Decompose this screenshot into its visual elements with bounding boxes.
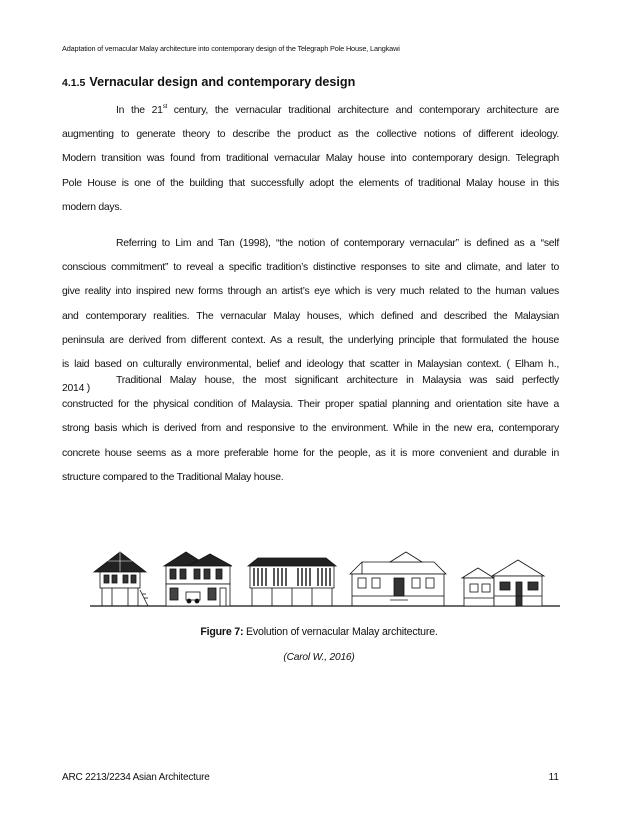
section-title: Vernacular design and contemporary design xyxy=(89,75,356,89)
paragraph-line: concrete house seems as a more preferable home for the people, as it is more convenient and durable in xyxy=(62,447,559,459)
paragraph-line: strong basis which is derived from and responsive to the environment. While in the new era, contemporary xyxy=(62,423,559,435)
running-header: Adaptation of vernacular Malay architecture into contemporary design of the Telegraph Pole House, Langkawi xyxy=(62,44,400,53)
house-5-contemporary-concrete xyxy=(462,560,544,606)
house-2-two-tier xyxy=(164,552,232,606)
paragraph-line: modern days. xyxy=(62,201,122,213)
paragraph-line: Pole House is one of the building that successfully adopt the elements of traditional Malay house in this xyxy=(62,177,559,189)
house-1-traditional-stilt xyxy=(94,552,148,606)
paragraph-3 xyxy=(62,369,559,490)
figure-label: Figure 7: xyxy=(200,626,244,638)
paragraph-line: In the 21st century, the vernacular traditional architecture and contemporary architecture are xyxy=(116,104,559,116)
paragraph-line: structure compared to the Traditional Malay house. xyxy=(62,471,284,483)
figure-credit: (Carol W., 2016) xyxy=(283,652,355,663)
house-evolution-drawing xyxy=(90,548,560,610)
footer-page-number: 11 xyxy=(548,772,559,783)
paragraph-line: and contemporary realities. The vernacular Malay houses, which defined and described the Malaysian xyxy=(62,310,559,322)
paragraph-line: peninsula are derived from different context. As a result, the underlying principle that formulated the house xyxy=(62,334,559,346)
house-4-raised-hybrid xyxy=(350,552,446,606)
house-evolution-figure xyxy=(90,548,560,610)
paragraph-line: constructed for the physical condition of Malaysia. Their proper spatial planning and orientation site have a xyxy=(62,399,559,411)
paragraph-line: augmenting to generate theory to describe the product as the collective notions of different ideology. xyxy=(62,129,559,141)
section-heading xyxy=(62,75,355,89)
figure-caption-text: Evolution of vernacular Malay architecture. xyxy=(243,626,438,638)
house-3-long-slatted xyxy=(248,558,336,606)
paragraph-line: Traditional Malay house, the most significant architecture in Malaysia was said perfectly xyxy=(116,375,559,386)
figure-caption xyxy=(0,626,638,638)
paragraph-line: give reality into inspired new forms through an artist’s eye which is very much related to the human values xyxy=(62,286,559,298)
paragraph-line: conscious commitment” to reveal a specific tradition’s distinctive responses to site and climate, and later to xyxy=(62,262,559,274)
paragraph-1 xyxy=(62,99,559,220)
paragraph-line: is laid based on culturally environmental, belief and ideology that scatter in Malaysian context. ( Elham h., xyxy=(62,359,559,371)
paragraph-line: 2014 ) xyxy=(62,383,90,395)
paragraph-line: Modern transition was found from traditional vernacular Malay house into contemporary design. Telegraph xyxy=(62,153,559,165)
footer-course: ARC 2213/2234 Asian Architecture xyxy=(62,772,210,783)
paragraph-line: Referring to Lim and Tan (1998), “the notion of contemporary vernacular” is defined as a “self xyxy=(116,238,559,249)
section-number: 4.1.5 xyxy=(62,77,86,89)
